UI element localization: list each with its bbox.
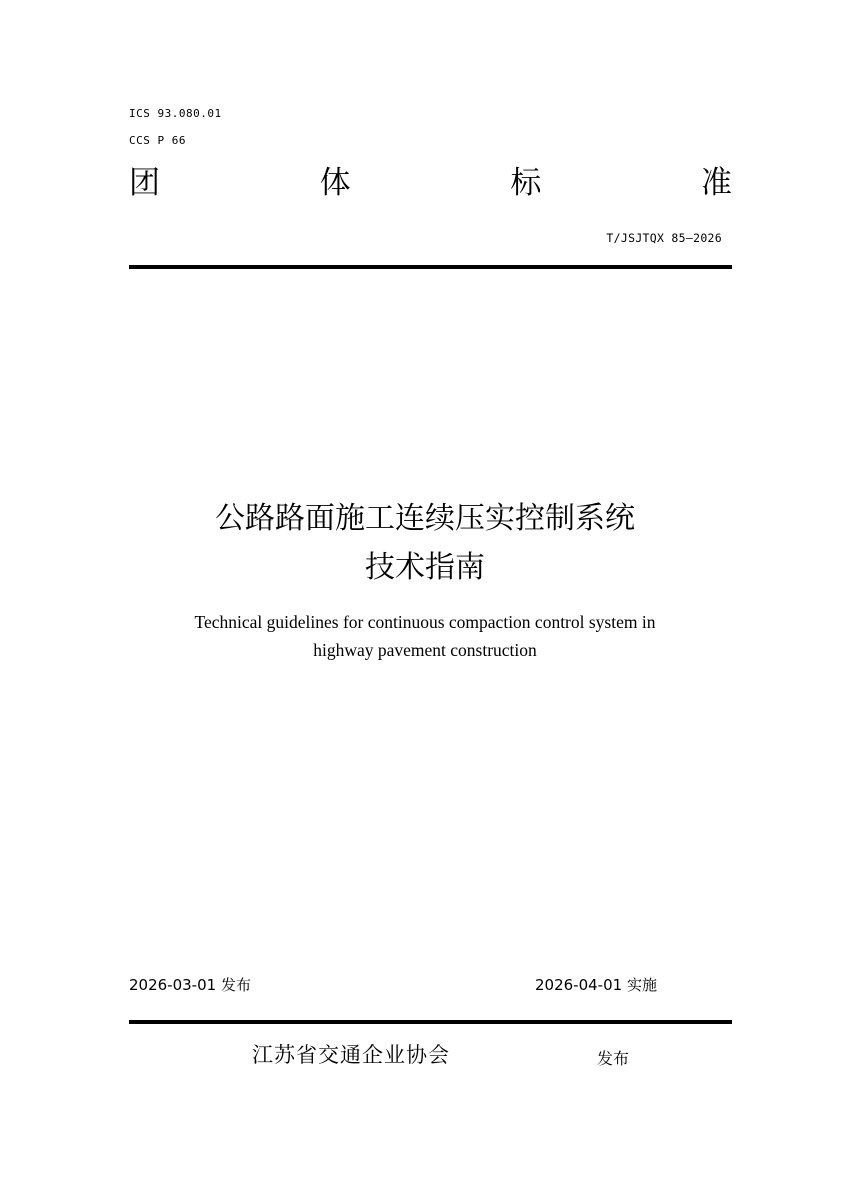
publisher-suffix: 发布 [597, 1049, 630, 1068]
chinese-title-line-1: 公路路面施工连续压实控制系统 [215, 501, 635, 536]
top-divider [129, 265, 732, 269]
bottom-divider [129, 1020, 732, 1024]
implementation-date: 2026-04-01 实施 [535, 976, 657, 994]
standard-type-heading [129, 163, 732, 203]
standard-type-char: 体 [319, 165, 351, 201]
publisher-name: 江苏省交通企业协会 [252, 1043, 450, 1067]
english-title-line-1: Technical guidelines for continuous compaction control system in [194, 612, 656, 632]
document-number: T/JSJTQX 85—2026 [606, 231, 722, 245]
english-title-line-2: highway pavement construction [313, 640, 537, 660]
standard-type-char: 团 [129, 165, 160, 201]
standard-type-char: 标 [510, 165, 542, 201]
ccs-code: CCS P 66 [129, 134, 186, 147]
ics-code: ICS 93.080.01 [129, 107, 222, 120]
standard-type-char: 准 [700, 165, 732, 201]
chinese-title-line-2: 技术指南 [365, 550, 485, 585]
publish-date: 2026-03-01 发布 [129, 976, 251, 994]
